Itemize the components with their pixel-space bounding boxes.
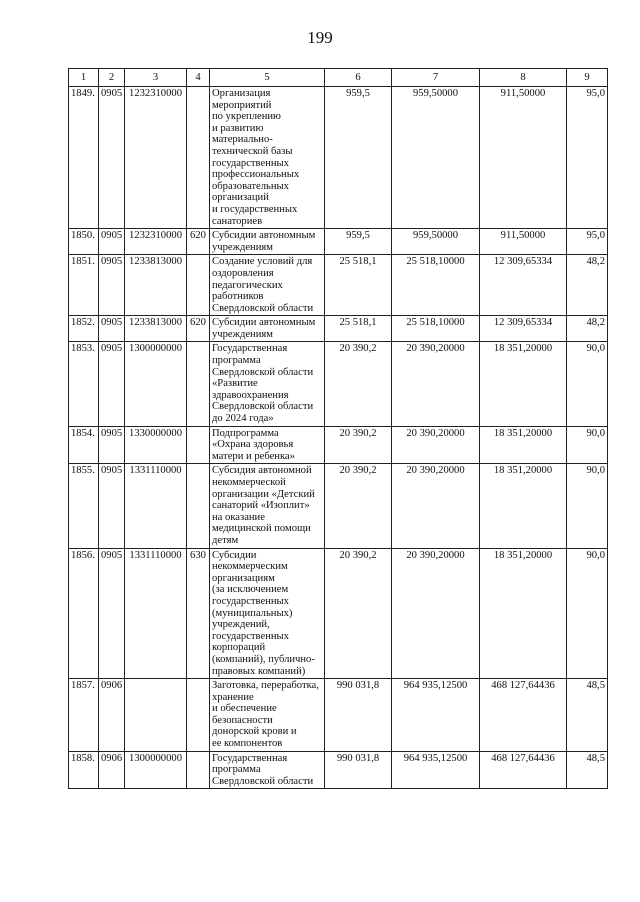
row-number: 1852.: [69, 316, 99, 342]
section-code: 0905: [99, 464, 125, 548]
item-name-text: Организация мероприятий по укреплению и развитию материально- технической базы государственных профессиональных образовательных организаций и государственных санаториев: [212, 88, 300, 227]
target-code: 1330000000: [125, 426, 187, 464]
table-row: [69, 87, 608, 229]
item-name: [210, 548, 325, 679]
expense-type-code: [187, 87, 210, 229]
target-code: 1300000000: [125, 342, 187, 426]
table-row: [69, 548, 608, 679]
row-number: 1856.: [69, 548, 99, 679]
execution-percent: 48,5: [567, 679, 608, 752]
execution-percent: 90,0: [567, 464, 608, 548]
header-cell-8: 8: [480, 69, 567, 87]
expense-type-code: 620: [187, 316, 210, 342]
refined-amount: 959,50000: [392, 87, 480, 229]
header-cell-5: 5: [210, 69, 325, 87]
item-name-text: Создание условий для оздоровления педагогических работников Свердловской области: [212, 256, 314, 314]
section-code: 0906: [99, 751, 125, 789]
item-name-text: Субсидия автономной некоммерческой организации «Детский санаторий «Изоплит» на оказание медицинской помощи детям: [212, 465, 315, 546]
table-row: [69, 316, 608, 342]
expense-type-code: 630: [187, 548, 210, 679]
expense-type-code: [187, 464, 210, 548]
execution-percent: 48,2: [567, 255, 608, 316]
row-number: 1849.: [69, 87, 99, 229]
table-row: [69, 679, 608, 752]
approved-amount: 20 390,2: [325, 426, 392, 464]
refined-amount: 959,50000: [392, 229, 480, 255]
row-number: 1854.: [69, 426, 99, 464]
table-row: [69, 229, 608, 255]
item-name: [210, 316, 325, 342]
executed-amount: 468 127,64436: [480, 679, 567, 752]
item-name: [210, 229, 325, 255]
expense-type-code: [187, 751, 210, 789]
approved-amount: 20 390,2: [325, 464, 392, 548]
refined-amount: 25 518,10000: [392, 255, 480, 316]
item-name-text: Заготовка, переработка, хранение и обеспечение безопасности донорской крови и ее компонентов: [212, 680, 319, 750]
row-number: 1855.: [69, 464, 99, 548]
refined-amount: 25 518,10000: [392, 316, 480, 342]
header-cell-2: 2: [99, 69, 125, 87]
approved-amount: 990 031,8: [325, 751, 392, 789]
approved-amount: 20 390,2: [325, 342, 392, 426]
item-name: [210, 426, 325, 464]
executed-amount: 12 309,65334: [480, 255, 567, 316]
execution-percent: 90,0: [567, 342, 608, 426]
execution-percent: 95,0: [567, 87, 608, 229]
executed-amount: 18 351,20000: [480, 426, 567, 464]
approved-amount: 990 031,8: [325, 679, 392, 752]
expense-type-code: [187, 426, 210, 464]
target-code: 1233813000: [125, 255, 187, 316]
section-code: 0906: [99, 679, 125, 752]
header-cell-4: 4: [187, 69, 210, 87]
section-code: 0905: [99, 229, 125, 255]
item-name: [210, 342, 325, 426]
section-code: 0905: [99, 316, 125, 342]
refined-amount: 20 390,20000: [392, 464, 480, 548]
approved-amount: 25 518,1: [325, 255, 392, 316]
table-row: [69, 751, 608, 789]
header-row: [69, 69, 608, 87]
item-name: [210, 464, 325, 548]
refined-amount: 964 935,12500: [392, 751, 480, 789]
page-number: 199: [307, 28, 333, 47]
table-row: [69, 255, 608, 316]
budget-table: [68, 68, 608, 789]
item-name: [210, 751, 325, 789]
item-name-text: Подпрограмма «Охрана здоровья матери и ребенка»: [212, 427, 295, 462]
executed-amount: 911,50000: [480, 229, 567, 255]
executed-amount: 18 351,20000: [480, 342, 567, 426]
section-code: 0905: [99, 255, 125, 316]
expense-type-code: 620: [187, 229, 210, 255]
refined-amount: 20 390,20000: [392, 342, 480, 426]
approved-amount: 959,5: [325, 229, 392, 255]
target-code: 1331110000: [125, 548, 187, 679]
row-number: 1858.: [69, 751, 99, 789]
item-name-text: Субсидии автономным учреждениям: [212, 317, 316, 340]
section-code: 0905: [99, 87, 125, 229]
refined-amount: 20 390,20000: [392, 548, 480, 679]
target-code: 1331110000: [125, 464, 187, 548]
item-name: [210, 679, 325, 752]
refined-amount: 964 935,12500: [392, 679, 480, 752]
item-name-text: Государственная программа Свердловской области: [212, 752, 314, 787]
executed-amount: 18 351,20000: [480, 464, 567, 548]
execution-percent: 48,2: [567, 316, 608, 342]
executed-amount: 18 351,20000: [480, 548, 567, 679]
execution-percent: 95,0: [567, 229, 608, 255]
execution-percent: 90,0: [567, 426, 608, 464]
table-row: [69, 464, 608, 548]
row-number: 1851.: [69, 255, 99, 316]
target-code: [125, 679, 187, 752]
item-name-text: Субсидии некоммерческим организациям (за исключением государственных (муниципальных) учреждений, государственных корпораций (компаний), публично- правовых компаний): [212, 549, 315, 677]
section-code: 0905: [99, 426, 125, 464]
refined-amount: 20 390,20000: [392, 426, 480, 464]
target-code: 1232310000: [125, 87, 187, 229]
header-cell-3: 3: [125, 69, 187, 87]
header-cell-6: 6: [325, 69, 392, 87]
row-number: 1853.: [69, 342, 99, 426]
expense-type-code: [187, 342, 210, 426]
executed-amount: 911,50000: [480, 87, 567, 229]
executed-amount: 12 309,65334: [480, 316, 567, 342]
target-code: 1300000000: [125, 751, 187, 789]
item-name-text: Субсидии автономным учреждениям: [212, 230, 316, 253]
section-code: 0905: [99, 548, 125, 679]
table-row: [69, 342, 608, 426]
table-row: [69, 426, 608, 464]
execution-percent: 48,5: [567, 751, 608, 789]
header-cell-9: 9: [567, 69, 608, 87]
approved-amount: 25 518,1: [325, 316, 392, 342]
header-cell-7: 7: [392, 69, 480, 87]
row-number: 1857.: [69, 679, 99, 752]
executed-amount: 468 127,64436: [480, 751, 567, 789]
item-name-text: Государственная программа Свердловской области «Развитие здравоохранения Свердловской области до 2024 года»: [212, 343, 314, 425]
row-number: 1850.: [69, 229, 99, 255]
approved-amount: 959,5: [325, 87, 392, 229]
execution-percent: 90,0: [567, 548, 608, 679]
item-name: [210, 87, 325, 229]
expense-type-code: [187, 679, 210, 752]
header-cell-1: 1: [69, 69, 99, 87]
approved-amount: 20 390,2: [325, 548, 392, 679]
item-name: [210, 255, 325, 316]
section-code: 0905: [99, 342, 125, 426]
target-code: 1233813000: [125, 316, 187, 342]
target-code: 1232310000: [125, 229, 187, 255]
expense-type-code: [187, 255, 210, 316]
